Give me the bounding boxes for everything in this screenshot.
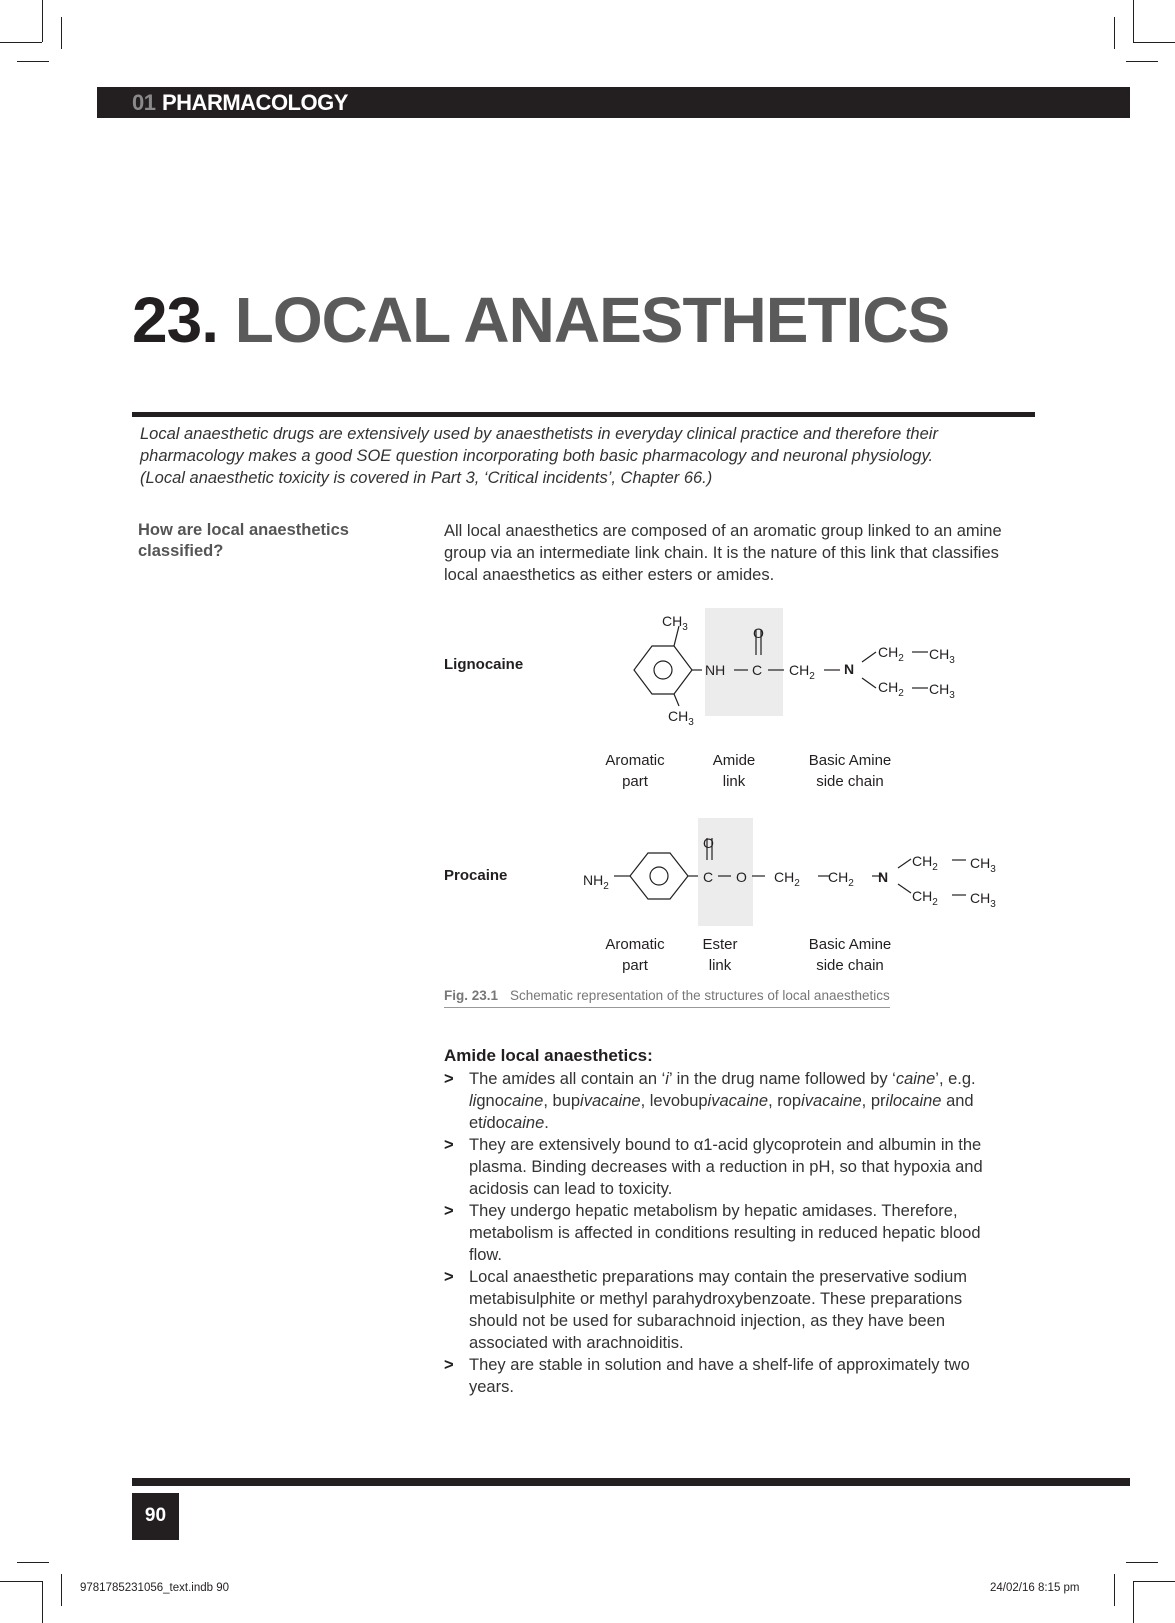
procaine-bonds <box>600 810 1020 940</box>
figure-number: Fig. 23.1 <box>444 988 499 1003</box>
list-item: > They undergo hepatic metabolism by hepatic amidases. Therefore, metabolism is affected in conditions resulting in reduced hepatic blood flow. <box>444 1202 981 1264</box>
crop-mark <box>1133 0 1134 42</box>
intro-line: Local anaesthetic drugs are extensively used by anaesthetists in everyday clinical practice and therefore their <box>140 425 938 443</box>
crop-mark <box>17 61 49 62</box>
crop-mark <box>42 1581 43 1623</box>
chem-ch3: $CH_3$ <box>668 708 694 728</box>
print-slug-file: 9781785231056_text.indb 90 <box>80 1582 230 1594</box>
lignocaine-label: Lignocaine <box>444 656 524 673</box>
aromatic-part-label: Aromatic part <box>605 936 665 974</box>
chem-ch2: $CH_2$ <box>774 869 800 889</box>
crop-mark <box>0 1581 42 1582</box>
crop-mark <box>1133 1581 1175 1582</box>
chem-ch2: $CH_2$ <box>878 679 904 699</box>
amine-side-chain-label: Basic Amine side chain <box>808 936 892 974</box>
crop-mark <box>1126 1562 1158 1563</box>
section-header-bar <box>97 87 1130 118</box>
list-item: > Local anaesthetic preparations may contain the preservative sodium metabisulphite or methyl parahydroxybenzoate. These preparations should not be used for subarachnoid injection, as they have been associated with arachnoiditis. <box>444 1268 968 1352</box>
amide-heading: Amide local anaesthetics: <box>444 1046 653 1065</box>
chem-ch3: $CH_3$ <box>929 681 955 701</box>
crop-mark <box>0 42 42 43</box>
list-item: > The amides all contain an ‘i’ in the drug name followed by ‘caine’, e.g. lignocaine, bupivacaine, levobupivacaine, ropivacaine, prilocaine and etidocaine. <box>444 1070 976 1132</box>
chem-o: O <box>703 835 714 851</box>
crop-mark <box>42 0 43 42</box>
chem-o: O <box>753 625 764 641</box>
figure-caption <box>444 988 890 1008</box>
chem-nh2: $NH_2$ <box>583 872 609 892</box>
side-question: How are local anaesthetics classified? <box>138 521 349 560</box>
procaine-label: Procaine <box>444 867 508 884</box>
crop-mark <box>1133 1581 1134 1623</box>
crop-mark <box>1114 17 1115 49</box>
crop-mark <box>61 1574 62 1606</box>
amine-side-chain-label: Basic Amine side chain <box>808 752 892 790</box>
chem-n: N <box>878 869 889 885</box>
amide-link-label: Amide link <box>712 752 756 790</box>
crop-mark <box>61 17 62 49</box>
ester-link-label: Ester link <box>702 936 738 974</box>
chem-ch3: $CH_3$ <box>970 855 996 875</box>
crop-mark <box>1133 42 1175 43</box>
figure-caption-text: Schematic representation of the structures of local anaesthetics <box>510 988 890 1003</box>
chapter-title <box>132 283 949 357</box>
list-item: > They are extensively bound to α1-acid glycoprotein and albumin in the plasma. Binding decreases with a reduction in pH, so that hypoxia and acidosis can lead to toxicity. <box>444 1136 983 1198</box>
chem-ch3: $CH_3$ <box>662 613 688 633</box>
answer-paragraph: All local anaesthetics are composed of an aromatic group linked to an amine group via an intermediate link chain. It is the nature of this link that classifies local anaesthetics as either esters or amides. <box>444 522 1002 584</box>
aromatic-part-label: Aromatic part <box>605 752 665 790</box>
crop-mark <box>17 1562 49 1563</box>
chem-nh: NH <box>705 662 726 678</box>
intro-line: pharmacology makes a good SOE question incorporating both basic pharmacology and neuronal physiology. <box>140 447 934 465</box>
chem-c: C <box>703 869 714 885</box>
list-item: > They are stable in solution and have a shelf-life of approximately two years. <box>444 1356 970 1396</box>
chem-ch2: $CH_2$ <box>828 869 854 889</box>
chem-o: O <box>736 869 747 885</box>
section-title: PHARMACOLOGY <box>162 90 348 115</box>
crop-mark <box>1126 61 1158 62</box>
amide-bullet-list <box>444 1068 1014 1398</box>
title-rule <box>132 412 1035 417</box>
chem-ch2: $CH_2$ <box>789 662 815 682</box>
chapter-name: LOCAL ANAESTHETICS <box>234 284 950 356</box>
chem-c: C <box>752 662 763 678</box>
chem-ch2: $CH_2$ <box>878 644 904 664</box>
chem-ch2: $CH_2$ <box>912 888 938 908</box>
print-slug-date: 24/02/16 8:15 pm <box>990 1582 1080 1594</box>
crop-mark <box>1114 1574 1115 1606</box>
footer-rule <box>132 1478 1130 1486</box>
chem-ch2: $CH_2$ <box>912 853 938 873</box>
chem-ch3: $CH_3$ <box>929 646 955 666</box>
chem-n: N <box>844 661 855 677</box>
section-number: 01 <box>132 90 156 115</box>
chapter-number: 23. <box>132 284 218 356</box>
intro-line: (Local anaesthetic toxicity is covered in Part 3, ‘Critical incidents’, Chapter 66.) <box>140 469 713 487</box>
chem-ch3: $CH_3$ <box>970 890 996 910</box>
chapter-intro <box>140 423 1020 489</box>
page-number: 90 <box>144 1505 167 1526</box>
